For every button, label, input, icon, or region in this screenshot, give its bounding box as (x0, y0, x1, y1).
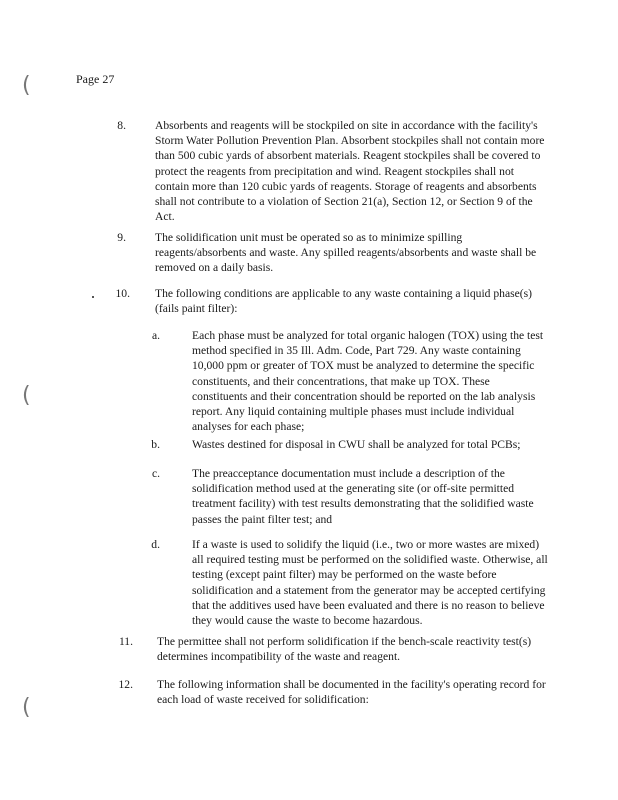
item-text: Absorbents and reagents will be stockpiled on site in accordance with the facility's Storm Water Pollution Prevention Plan. Absorbent stockpiles shall not contain more than 500 cubic yards of absorbent materials. Reagent stockpiles shall be covered to protect the reagents from precipitation and wind. Reagent stockpiles shall not contain more than 120 cubic yards of reagents. Storage of reagents and absorbents shall not contribute to a violation of Section 21(a), Section 12, or Section 9 of the Act. (155, 119, 545, 224)
subitem-text: The preacceptance documentation must include a description of the solidification method used at the generating site (or off-site permitted treatment facility) with test results demonstrating that the solidified waste passes the paint filter test; and (192, 467, 534, 526)
binder-hole-mark-bottom: ( (22, 695, 31, 720)
subitem-text: Each phase must be analyzed for total organic halogen (TOX) using the test method specified in 35 Ill. Adm. Code, Part 729. Any waste containing 10,000 ppm or greater of TOX must be analyzed to determine the specific constituents, and their concentrations, that make up TOX. These constituents and their concentration should be reported on the lab analysis report. Any liquid containing multiple phases must include individual analyses for each phase; (192, 329, 544, 434)
item-number: 10. (115, 287, 130, 300)
subitem-text: If a waste is used to solidify the liquid (i.e., two or more wastes are mixed) all required testing must be performed on the solidified waste. Otherwise, all testing (except paint filter) may be performed on the waste before solidification and a statement from the generator may be accepted certifying that the additives used have been evaluated and there is no reason to believe they would cause the waste to become hazardous. (192, 538, 548, 628)
subitem-letter: a. (151, 329, 160, 342)
item-text: The solidification unit must be operated so as to minimize spilling reagents/absorbents and waste. Any spilled reagents/absorbents and waste shall be removed on a daily basis. (155, 231, 537, 275)
subitem-letter: b. (151, 438, 160, 451)
item-number: 8. (117, 119, 126, 132)
subitem-letter: d. (151, 538, 160, 551)
item-number: 11. (118, 635, 133, 648)
item-text: The following information shall be documented in the facility's operating record for each load of waste received for solidification: (157, 678, 546, 707)
item-text: The permittee shall not perform solidification if the bench-scale reactivity test(s) determines incompatibility of the waste and reagent. (157, 635, 532, 664)
subitem-letter: c. (151, 467, 160, 480)
item-number: 12. (118, 678, 133, 691)
subitem-text: Wastes destined for disposal in CWU shall be analyzed for total PCBs; (192, 438, 521, 451)
item-text: The following conditions are applicable to any waste containing a liquid phase(s) (fails paint filter): (155, 287, 533, 316)
binder-hole-mark-middle: ( (22, 383, 31, 408)
page-label: Page 27 (76, 72, 115, 86)
binder-hole-mark-top: ( (22, 73, 31, 98)
item-number: 9. (117, 231, 126, 244)
